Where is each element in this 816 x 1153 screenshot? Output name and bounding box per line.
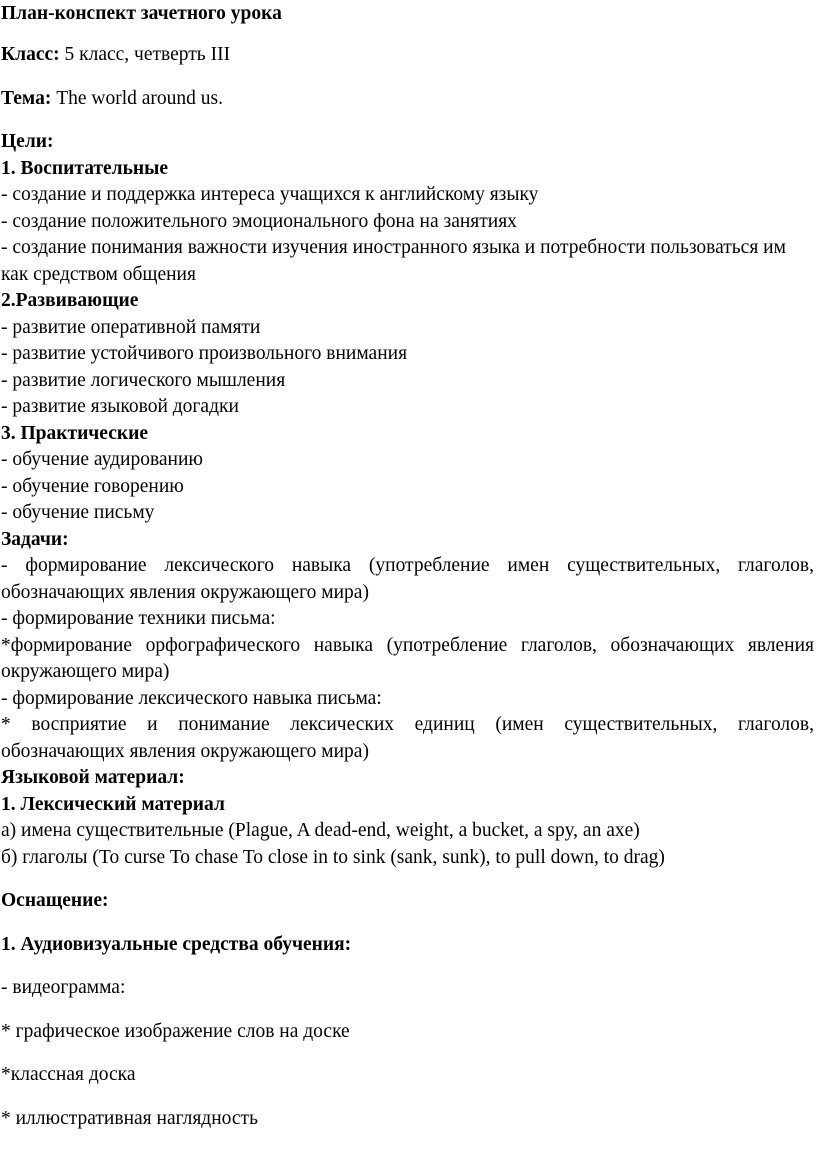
- practical-goals-heading: 3. Практические: [1, 423, 148, 444]
- task-line: - формирование техники письма:: [1, 608, 276, 629]
- list-item: - создание понимания важности изучения иностранного языка и потребности пользоваться им: [1, 237, 786, 258]
- class-value: 5 класс, четверть III: [59, 44, 231, 65]
- list-item: - развитие языковой догадки: [1, 396, 239, 417]
- task-line: - формирование лексического навыка письма:: [1, 688, 382, 709]
- audiovisual-heading: 1. Аудиовизуальные средства обучения:: [1, 934, 352, 955]
- topic-label: Тема:: [1, 88, 52, 109]
- list-item: - развитие логического мышления: [1, 370, 286, 391]
- task-line: * восприятие и понимание лексических единиц (имен существительных, глаголов,: [1, 714, 814, 735]
- topic-value: The world around us.: [51, 88, 223, 109]
- topic-line: [1, 86, 223, 113]
- document-title: План-конспект зачетного урока: [1, 3, 282, 24]
- tasks-heading: Задачи:: [1, 529, 69, 550]
- list-item: б) глаголы (To curse To chase To close in to sink (sank, sunk), to pull down, to drag): [1, 847, 665, 868]
- list-item: - развитие оперативной памяти: [1, 317, 261, 338]
- developing-goals-heading: 2.Развивающие: [1, 290, 139, 311]
- class-line: [1, 42, 230, 69]
- list-item: как средством общения: [1, 264, 196, 285]
- task-line: - формирование лексического навыка (употребление имен существительных, глаголов,: [1, 555, 814, 576]
- task-line: обозначающих явления окружающего мира): [1, 741, 369, 762]
- list-item: - создание и поддержка интереса учащихся к английскому языку: [1, 184, 539, 205]
- lexical-material-heading: 1. Лексический материал: [1, 794, 225, 815]
- list-item: *классная доска: [1, 1064, 136, 1085]
- list-item: - развитие устойчивого произвольного внимания: [1, 343, 408, 364]
- task-line: окружающего мира): [1, 661, 170, 682]
- list-item: * графическое изображение слов на доске: [1, 1021, 350, 1042]
- list-item: * иллюстративная наглядность: [1, 1108, 258, 1129]
- class-label: Класс:: [1, 44, 60, 65]
- list-item: - обучение говорению: [1, 476, 184, 497]
- list-item: - обучение аудированию: [1, 449, 203, 470]
- task-line: *формирование орфографического навыка (употребление глаголов, обозначающих явления: [1, 635, 814, 656]
- task-line: обозначающих явления окружающего мира): [1, 582, 369, 603]
- list-item: - видеограмма:: [1, 977, 126, 998]
- list-item: а) имена существительные (Plague, A dead-end, weight, a bucket, a spy, an axe): [1, 820, 640, 841]
- list-item: - обучение письму: [1, 502, 155, 523]
- language-material-heading: Языковой материал:: [1, 767, 185, 788]
- list-item: - создание положительного эмоционального фона на занятиях: [1, 211, 517, 232]
- educational-goals-heading: 1. Воспитательные: [1, 158, 169, 179]
- goals-heading: Цели:: [1, 131, 54, 152]
- equipment-heading: Оснащение:: [1, 890, 109, 911]
